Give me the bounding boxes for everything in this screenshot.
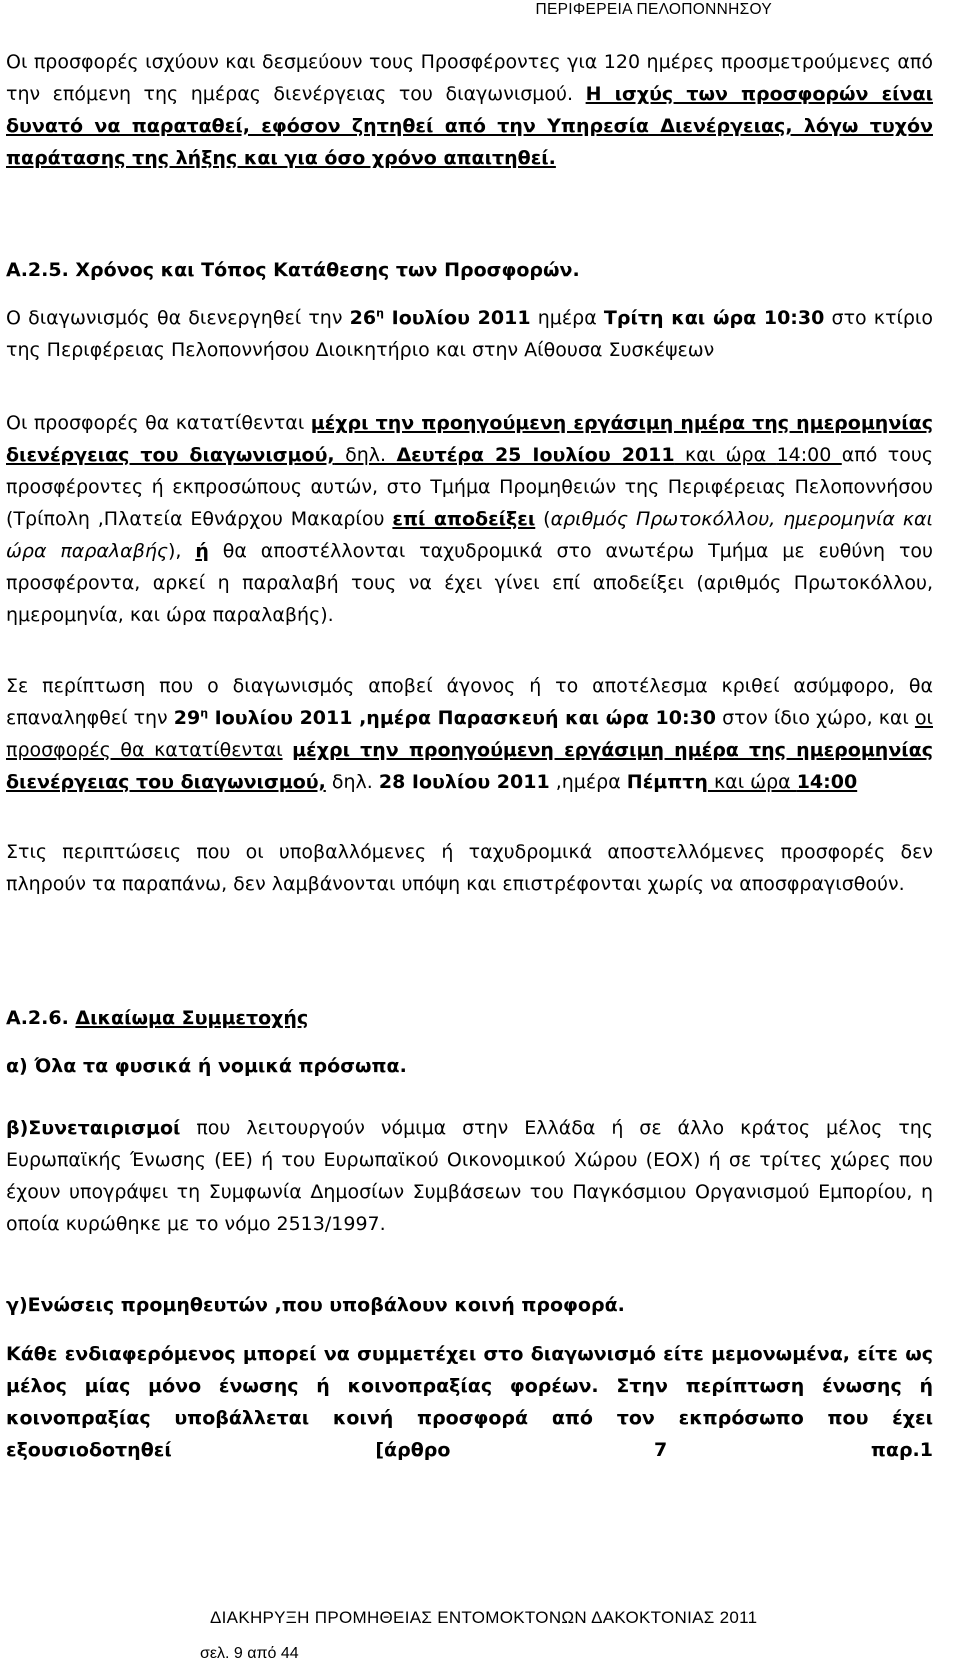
repeat-date2: 28 Ιουλίου 2011 — [378, 771, 550, 793]
submission-text-7: θα αποστέλλονται ταχυδρομικά στο ανωτέρω Τμήμα με ευθύνη του προσφέροντα, αρκεί η παραλαβή τους να έχει γίνει επί αποδείξει (αριθμός Πρωτοκόλλου, ημερομηνία, και ώρα παραλαβής). — [6, 540, 934, 626]
tender-date-num: 26 — [349, 307, 377, 329]
submission-deadline: μέχρι την προηγούμενη εργάσιμη ημέρα της ημερομηνίας διενέργειας του διαγωνισμού, — [6, 412, 933, 466]
repeat-date-month: Ιουλίου 2011 ,ημέρα Παρασκευή και ώρα 10:30 — [208, 707, 717, 729]
participation-b-text: που λειτουργούν νόμιμα στην Ελλάδα ή σε άλλο κράτος μέλος της Ευρωπαϊκής Ένωσης (ΕΕ) ή του Ευρωπαϊκού Οικονομικού Χώρου (ΕΟΧ) ή σε τρίτες χώρες που έχουν υπογράψει τη Συμφωνία Δημοσίων Συμβάσεων του Παγκόσμιου Οργανισμού Εμπορίου, η οποία κυρώθηκε με το νόμο 2513/1997. — [6, 1117, 933, 1235]
tender-weekday-time: Τρίτη και ώρα 10:30 — [603, 307, 825, 329]
submission-text-1: Οι προσφορές θα κατατίθενται — [6, 412, 311, 434]
repeat-date — [174, 707, 716, 729]
submission-or: ή — [195, 540, 209, 562]
tender-date-sup: η — [376, 306, 384, 320]
repeat-text-3 — [283, 739, 293, 761]
validity-paragraph — [6, 46, 933, 174]
submission-text-5: ( — [535, 508, 551, 530]
tender-text-2: ημέρα — [530, 307, 604, 329]
validity-text: Οι προσφορές ισχύουν και δεσμεύουν τους Προσφέροντες για 120 ημέρες προσμετρούμενες από την επόμενη της ημέρας διενέργειας του διαγωνισμού. — [6, 51, 933, 105]
repeat-text-2: στον ίδιο χώρο, και — [716, 707, 915, 729]
submission-time: 14:00 — [776, 444, 842, 466]
participation-d: Κάθε ενδιαφερόμενος μπορεί να συμμετέχει στο διαγωνισμό είτε μεμονωμένα, είτε ως μέλος μίας μόνο ένωσης ή κοινοπραξίας φορέων. Στην περίπτωση ένωσης ή κοινοπραξίας υποβάλλεται κοινή προσφορά από τον εκπρόσωπο που έχει εξουσιοδοτηθεί [άρθρο 7 παρ.1 — [6, 1343, 933, 1461]
repeat-paragraph — [6, 670, 933, 798]
submission-text-4: από τους προσφέροντες ή εκπροσώπους αυτών, στο Τμήμα Προμηθειών της Περιφέρειας Πελοποννήσου (Τρίπολη ,Πλατεία Εθνάρχου Μακαρίου — [6, 444, 934, 530]
repeat-weekday2: Πέμπτη — [626, 771, 708, 793]
tender-paragraph — [6, 302, 933, 366]
submission-paragraph — [6, 407, 933, 631]
repeat-offers: οι προσφορές θα κατατίθενται — [6, 707, 933, 761]
submission-text-6: ), — [168, 540, 196, 562]
repeat-date-num: 29 — [173, 707, 201, 729]
submission-text-3: και ώρα — [674, 444, 777, 466]
section-a26-num: Α.2.6. — [6, 1007, 76, 1029]
submission-receipt-details: αριθμός Πρωτοκόλλου, ημερομηνία και ώρα παραλαβής — [6, 508, 933, 562]
tender-date-month: Ιουλίου 2011 — [383, 307, 531, 329]
repeat-date-sup: η — [200, 706, 209, 720]
submission-receipt: επί αποδείξει — [392, 508, 536, 530]
validity-extension: Η ισχύς των προσφορών είναι δυνατό να παραταθεί, εφόσον ζητηθεί από την Υπηρεσία Διενέργειας, λόγω τυχόν παράτασης της λήξης και για όσο χρόνο απαιτηθεί. — [6, 83, 933, 169]
late-offers-paragraph: Στις περιπτώσεις που οι υποβαλλόμενες ή ταχυδρομικά αποστελλόμενες προσφορές δεν πληρούν τα παραπάνω, δεν λαμβάνονται υπόψη και επιστρέφονται χωρίς να αποσφραγισθούν. — [6, 841, 933, 895]
repeat-text-6: και ώρα — [707, 771, 797, 793]
section-a25-heading: Α.2.5. Χρόνος και Τόπος Κατάθεσης των Προσφορών. — [6, 259, 580, 281]
tender-location: στο κτίριο της Περιφέρειας Πελοποννήσου Διοικητήριο και στην Αίθουσα Συσκέψεων — [6, 307, 933, 361]
repeat-time2: 14:00 — [796, 771, 858, 793]
section-a26-heading — [6, 1002, 308, 1034]
repeat-text-1: Σε περίπτωση που ο διαγωνισμός αποβεί άγονος ή το αποτέλεσμα κριθεί ασύμφορο, θα επαναληφθεί την — [6, 675, 933, 729]
repeat-deadline: μέχρι την προηγούμενη εργάσιμη ημέρα της ημερομηνίας διενέργειας του διαγωνισμού, — [6, 739, 933, 793]
tender-text-1: Ο διαγωνισμός θα διενεργηθεί την — [6, 307, 350, 329]
repeat-text-4: δηλ. — [325, 771, 379, 793]
tender-date — [350, 307, 531, 329]
participation-b-label: β)Συνεταιρισμοί — [6, 1117, 181, 1139]
footer-title: ΔΙΑΚΗΡΥΞΗ ΠΡΟΜΗΘΕΙΑΣ ΕΝΤΟΜΟΚΤΟΝΩΝ ΔΑΚΟΚΤΟΝΙΑΣ 2011 — [210, 1608, 758, 1627]
participation-c: γ)Ενώσεις προμηθευτών ,που υποβάλουν κοινή προφορά. — [6, 1294, 625, 1316]
repeat-text-5: ,ημέρα — [549, 771, 627, 793]
section-a26-title: Δικαίωμα Συμμετοχής — [75, 1007, 309, 1029]
participation-a: α) Όλα τα φυσικά ή νομικά πρόσωπα. — [6, 1055, 407, 1077]
page-header: ΠΕΡΙΦΕΡΕΙΑ ΠΕΛΟΠΟΝΝΗΣΟΥ — [535, 1, 772, 18]
submission-text-2: δηλ. — [334, 444, 397, 466]
submission-date: Δευτέρα 25 Ιουλίου 2011 — [396, 444, 675, 466]
page-number: σελ. 9 από 44 — [200, 1645, 299, 1662]
participation-b — [6, 1112, 933, 1240]
